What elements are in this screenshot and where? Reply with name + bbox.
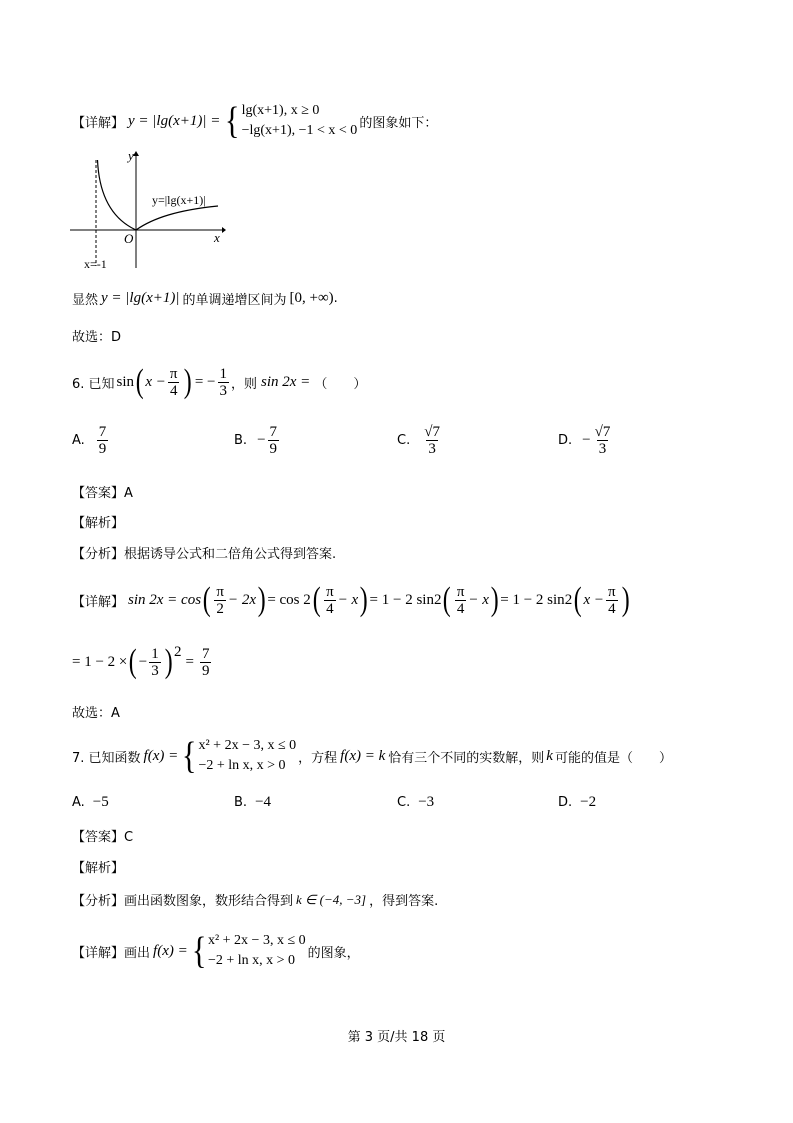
x-axis-arrow bbox=[222, 227, 226, 233]
x-axis-label: x bbox=[214, 230, 220, 245]
q7-piecewise: { x² + 2x − 3, x ≤ 0 −2 + ln x, x > 0 bbox=[182, 735, 297, 777]
q6-stem: 6. 已知 sin ( x − $\frac{\pi}{4}$ ) = − $\frac{1}{3}$ ，则 sin 2x = （ ） bbox=[72, 363, 367, 400]
q6-detail-line1: 【详解】 sin 2x = cos ( $\frac{\pi}{2}$ − 2x ) = cos 2 ( $\frac{\pi}{4}$ − x ) = 1 − 2 sin 2 ( $\frac{\pi}{4}$ − x ) = 1 − 2 sin 2 ( x − $\frac{\pi}{4}$ ) bbox=[72, 581, 630, 618]
q6-pi-over-4: $\frac{\pi}{4}$ bbox=[169, 365, 178, 399]
q6-option-c: C. $\frac{√7}{3}$ bbox=[397, 424, 440, 457]
q5-interval: [0, +∞) bbox=[289, 289, 334, 306]
q7-fenxi: 【分析】 画出函数图象，数形结合得到 k ∈ (−4, −3] ，得到答案. bbox=[72, 891, 439, 909]
q5-conclusion-end: . bbox=[333, 290, 338, 306]
q5-func-lhs: y = |lg(x+1)| = bbox=[128, 112, 221, 129]
q6-fenxi: 【分析】根据诱导公式和二倍角公式得到答案. bbox=[72, 547, 337, 562]
asymptote-label: x=-1 bbox=[84, 257, 107, 271]
q5-case-1: lg(x+1), x ≥ 0 bbox=[241, 103, 320, 118]
q6-prefix: 6. 已知 bbox=[72, 376, 115, 392]
curve-label: y=|lg(x+1)| bbox=[152, 193, 206, 207]
page-footer: 第 3 页/共 18 页 bbox=[347, 1030, 446, 1045]
y-axis-arrow bbox=[133, 151, 139, 156]
q6-detail-line2: = 1 − 2 × ( − $\frac{1}{3}$ ) 2 = $\frac{7}{9}$ bbox=[72, 643, 210, 680]
q6-option-b: B. − $\frac{7}{9}$ bbox=[234, 424, 278, 457]
q6-paren: （ ） bbox=[314, 376, 367, 392]
q5-conclusion bbox=[72, 287, 338, 309]
q6-equals: = − bbox=[194, 373, 216, 390]
q6-answer-line: 故选：A bbox=[72, 706, 120, 721]
y-axis-label: y bbox=[128, 148, 134, 163]
q7-option-d: D. −2 bbox=[558, 794, 597, 810]
curve-left bbox=[98, 160, 137, 230]
q7-stem: 7. 已知函数 f(x) = { x² + 2x − 3, x ≤ 0 −2 + ln x, x > 0 ，方程 f(x) = k 恰有三个不同的实数解，则 k 可能的值是（ ） bbox=[72, 735, 672, 777]
q6-arg-left: x − bbox=[145, 373, 166, 390]
q5-piecewise: { lg(x+1), x ≥ 0 −lg(x+1), −1 < x < 0 bbox=[225, 100, 358, 142]
q6-analysis-tag: 【解析】 bbox=[72, 516, 125, 531]
q6-option-a: A. $\frac{7}{9}$ bbox=[72, 424, 107, 457]
q7-detail: 【详解】 画出 f(x) = { x² + 2x − 3, x ≤ 0 −2 + ln x, x > 0 的图象， bbox=[72, 930, 360, 972]
detail-tag: 【详解】 bbox=[72, 115, 125, 131]
q5-case-2: −lg(x+1), −1 < x < 0 bbox=[241, 123, 358, 138]
q5-graph bbox=[68, 148, 228, 272]
q7-answer: 【答案】C bbox=[72, 830, 134, 845]
q6-answer: 【答案】A bbox=[72, 486, 133, 501]
q5-answer-line: 故选：D bbox=[72, 330, 122, 345]
q6-option-d: D. − $\frac{√7}{3}$ bbox=[558, 424, 611, 457]
q7-option-b: B. −4 bbox=[234, 794, 272, 810]
origin-label: O bbox=[124, 231, 134, 246]
q7-option-a: A. −5 bbox=[72, 794, 109, 810]
q5-conclusion-func: y = |lg(x+1)| bbox=[101, 289, 180, 306]
q5-conclusion-mid: 的单调递增区间为 bbox=[182, 292, 287, 308]
q7-analysis-tag: 【解析】 bbox=[72, 861, 125, 876]
q6-sin2x: sin 2x = bbox=[261, 373, 311, 390]
curve-right bbox=[136, 206, 218, 230]
q5-detail-suffix: 的图象如下： bbox=[359, 115, 438, 131]
q5-detail-line bbox=[72, 98, 437, 144]
q6-then: ，则 bbox=[231, 376, 258, 392]
q6-one-third: $\frac{1}{3}$ bbox=[219, 365, 227, 399]
q5-conclusion-prefix: 显然 bbox=[72, 292, 99, 308]
q7-option-c: C. −3 bbox=[397, 794, 435, 810]
q6-sin: sin bbox=[116, 373, 135, 390]
